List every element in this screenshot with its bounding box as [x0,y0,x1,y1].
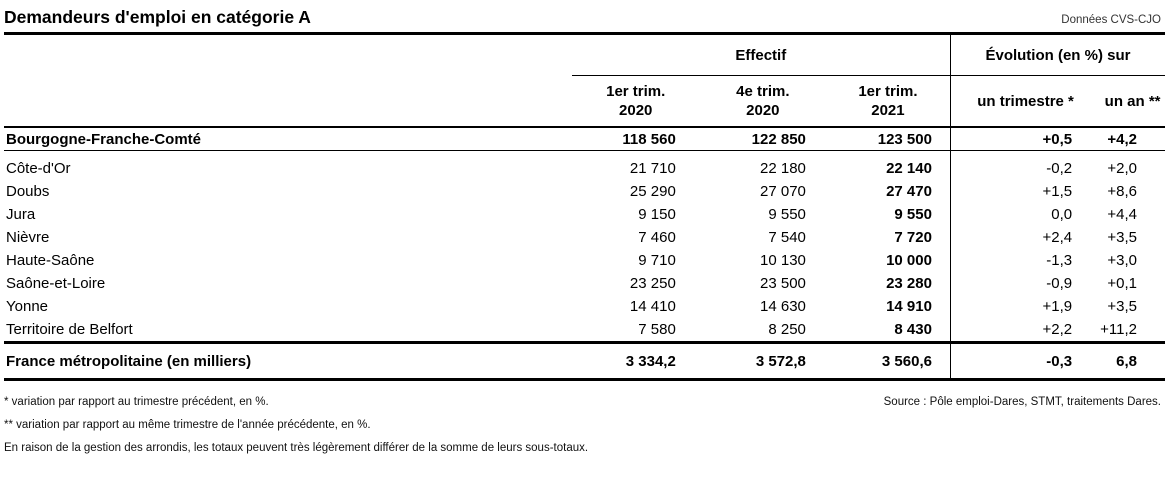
table-title: Demandeurs d'emploi en catégorie A [4,7,311,27]
dept-name: Saône-et-Loire [6,275,106,292]
france-name: France métropolitaine (en milliers) [4,343,572,380]
dept-trimestre: +1,9 [950,295,1100,318]
dept-name: Nièvre [6,229,50,246]
dept-trimestre: -0,2 [950,157,1100,180]
table-row [4,318,1165,343]
table-row [4,226,1165,249]
footnote-rounding: En raison de la gestion des arrondis, les totaux peuvent très légèrement différer de la somme de leurs sous-totaux. [4,442,589,454]
dept-v1: 14 410 [629,298,676,315]
dept-v3: 10 000 [886,252,932,269]
region-an: +4,2 [1100,127,1165,151]
dept-name: Jura [6,206,36,223]
table-row [4,249,1165,272]
dept-an: +3,5 [1107,298,1137,315]
dept-v3: 22 140 [886,160,932,177]
france-v3: 3 560,6 [826,343,951,380]
table-row [4,272,1165,295]
france-an: 6,8 [1100,343,1165,380]
region-v2: 122 850 [700,127,826,151]
table-row [4,295,1165,318]
dept-v2: 14 630 [760,298,806,315]
dept-an: +4,4 [1107,206,1137,223]
dept-v2: 23 500 [760,275,806,292]
dept-an: +0,1 [1107,275,1137,292]
table-row [4,203,1165,226]
region-v1: 118 560 [572,127,700,151]
dept-name: Territoire de Belfort [6,321,133,338]
dept-v2: 7 540 [768,229,806,246]
dept-v1: 9 150 [638,206,676,223]
dept-trimestre: 0,0 [950,203,1100,226]
dept-an: +2,0 [1107,160,1137,177]
dept-name: Haute-Saône [6,252,95,269]
france-v2: 3 572,8 [700,343,826,380]
dept-v3: 14 910 [886,298,932,315]
dept-v1: 25 290 [629,183,676,200]
france-v1: 3 334,2 [572,343,700,380]
dept-an: +3,0 [1107,252,1137,269]
employment-table [4,35,1165,381]
dept-name: Yonne [6,298,48,315]
header-col-q1-2020: 1er trim. 2020 [572,76,700,128]
dept-v2: 8 250 [768,321,806,338]
region-trimestre: +0,5 [950,127,1100,151]
dept-v2: 9 550 [768,206,806,223]
header-col-q1-2021: 1er trim. 2021 [826,76,951,128]
dept-an: +11,2 [1100,321,1137,338]
dept-v1: 9 710 [638,252,676,269]
header-col-trimestre: un trimestre * [950,76,1100,128]
header-col-q4-2020: 4e trim. 2020 [700,76,826,128]
dept-v1: 23 250 [629,275,676,292]
region-row [4,127,1165,151]
dept-trimestre: +1,5 [950,180,1100,203]
data-note: Données CVS-CJO [1061,14,1161,26]
dept-trimestre: +2,2 [950,318,1100,343]
region-v3: 123 500 [826,127,951,151]
dept-v2: 10 130 [760,252,806,269]
dept-v3: 9 550 [894,206,932,223]
table-row [4,157,1165,180]
dept-name: Côte-d'Or [6,160,71,177]
dept-an: +3,5 [1107,229,1137,246]
header-row-2 [4,76,1165,128]
region-name: Bourgogne-Franche-Comté [4,127,572,151]
header-effectif: Effectif [735,46,787,64]
dept-v2: 22 180 [760,160,806,177]
table-row [4,180,1165,203]
footnote-an: ** variation par rapport au même trimestre de l'année précédente, en %. [4,419,371,431]
dept-an: +8,6 [1107,183,1137,200]
header-col-an: un an ** [1100,76,1165,128]
source-note: Source : Pôle emploi-Dares, STMT, traitements Dares. [883,396,1161,408]
dept-trimestre: +2,4 [950,226,1100,249]
dept-v3: 7 720 [894,229,932,246]
france-row [4,343,1165,380]
france-trimestre: -0,3 [950,343,1100,380]
dept-trimestre: -0,9 [950,272,1100,295]
footnote-trimestre: * variation par rapport au trimestre précédent, en %. [4,396,269,408]
dept-v3: 27 470 [886,183,932,200]
dept-v2: 27 070 [760,183,806,200]
dept-v1: 21 710 [629,160,676,177]
dept-name: Doubs [6,183,50,200]
header-row-1 [4,35,1165,76]
dept-v3: 23 280 [886,275,932,292]
dept-v1: 7 580 [638,321,676,338]
dept-trimestre: -1,3 [950,249,1100,272]
dept-v3: 8 430 [894,321,932,338]
header-evolution: Évolution (en %) sur [950,35,1165,76]
dept-v1: 7 460 [638,229,676,246]
